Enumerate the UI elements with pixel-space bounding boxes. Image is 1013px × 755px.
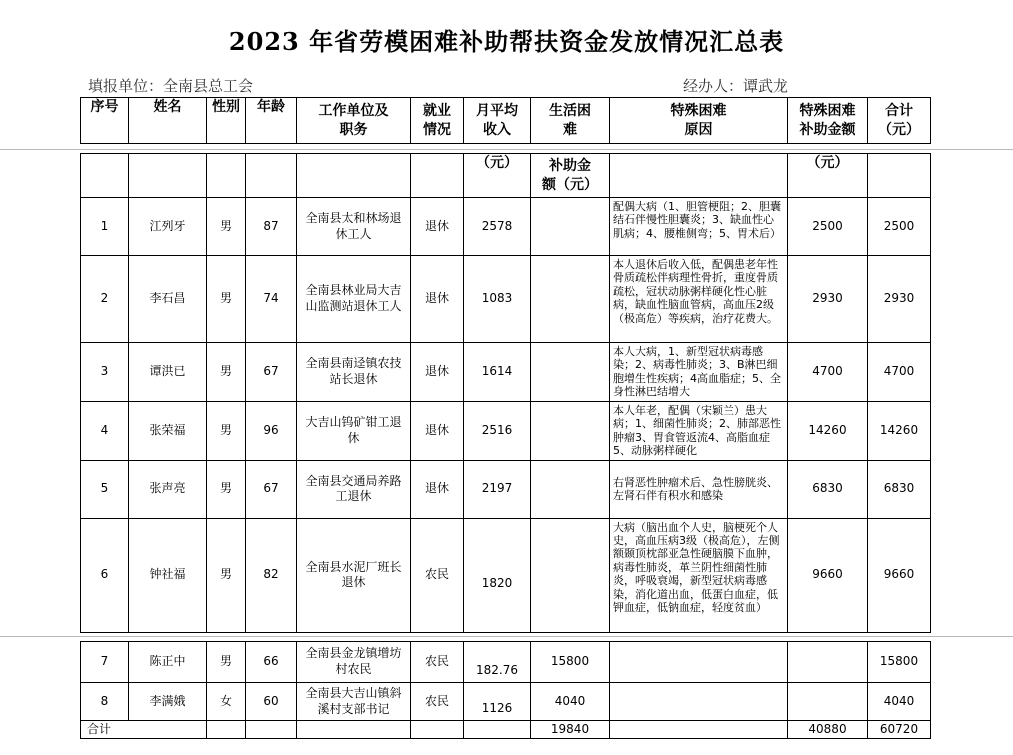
- col-header-name: 姓名: [129, 98, 207, 144]
- data-table-continued: [80, 641, 931, 739]
- summary-row: [81, 721, 931, 739]
- table-row: 1 江列牙 男 87 全南县太和林场退休工人 退休 2578 配偶大病（1、胆管梗阻；2、胆囊结石伴慢性胆囊炎；3、缺血性心肌病；4、腰椎侧弯；5、胃术后） 2500 2500: [81, 198, 931, 256]
- special-unit: （元）: [788, 154, 868, 198]
- col-header-living: 生活困 难: [531, 98, 610, 144]
- summary-living: 19840: [531, 721, 610, 739]
- col-header-no: 序号: [81, 98, 129, 144]
- table-row: 2 李石昌 男 74 全南县林业局大吉山监测站退休工人 退休 1083 本人退休后收入低，配偶患老年性骨质疏松伴病理性骨折，重度骨质疏松，冠状动脉粥样硬化性心脏病，缺血性脑血管病，高血压2级（极高危）等疾病，治疗花费大。 2930 2930: [81, 256, 931, 343]
- summary-total: 60720: [868, 721, 931, 739]
- col-header-reason: 特殊困难 原因: [610, 98, 788, 144]
- page-break-line: [0, 636, 1013, 637]
- header-continuation-row: [81, 154, 931, 198]
- page-break-line: [0, 149, 1013, 150]
- col-header-special: 特殊困难 补助金额: [788, 98, 868, 144]
- col-header-total: 合计 （元）: [868, 98, 931, 144]
- table-row: 6 钟社福 男 82 全南县水泥厂班长退休 农民 1820 大病（脑出血个人史，脑梗死个人史，高血压病3级（极高危），左侧额颞顶枕部亚急性硬脑膜下血肿，病毒性肺炎，革兰阴性细菌性肺炎，呼吸衰竭，新型冠状病毒感染，消化道出血，低蛋白血症，低钾血症，低钠血症，轻度贫血） 9660 9660: [81, 518, 931, 632]
- col-header-age: 年龄: [246, 98, 297, 144]
- table-row: 3 谭洪已 男 67 全南县南迳镇农技站长退休 退休 1614 本人大病，1、新型冠状病毒感染；2、病毒性肺炎；3、B淋巴细胞增生性疾病；4高血脂症；5、全身性淋巴结增大 4700 4700: [81, 343, 931, 402]
- header-table: [80, 97, 931, 144]
- table-row: 5 张声亮 男 67 全南县交通局养路工退休 退休 2197 右肾恶性肿瘤术后、急性膀胱炎、左肾石伴有积水和感染 6830 6830: [81, 460, 931, 518]
- table-row: 4 张荣福 男 96 大吉山钨矿钳工退休 退休 2516 本人年老，配偶（宋颖兰）患大病；1、细菌性肺炎；2、肺部恶性肿瘤3、胃食管返流4、高脂血症5、动脉粥样硬化 14260 14260: [81, 402, 931, 461]
- table-row: 8 李满娥 女 60 全南县大吉山镇斜溪村支部书记 农民 1126 4040 4040: [81, 683, 931, 721]
- income-unit: （元）: [464, 154, 531, 198]
- living-subsidy-header: 补助金 额（元）: [531, 154, 610, 198]
- col-header-employment: 就业 情况: [411, 98, 464, 144]
- filler-unit: 填报单位：全南县总工会: [88, 77, 254, 95]
- data-table: [80, 153, 931, 633]
- summary-special: 40880: [788, 721, 868, 739]
- col-header-gender: 性别: [207, 98, 246, 144]
- col-header-income: 月平均 收入: [464, 98, 531, 144]
- summary-label: 合计: [81, 721, 207, 739]
- table-row: 7 陈正中 男 66 全南县金龙镇增坊村农民 农民 182.76 15800 15800: [81, 642, 931, 683]
- page-title: 2023 年省劳模困难补助帮扶资金发放情况汇总表: [228, 27, 785, 56]
- handler-name: 经办人：谭武龙: [683, 77, 789, 95]
- col-header-unit: 工作单位及 职务: [297, 98, 411, 144]
